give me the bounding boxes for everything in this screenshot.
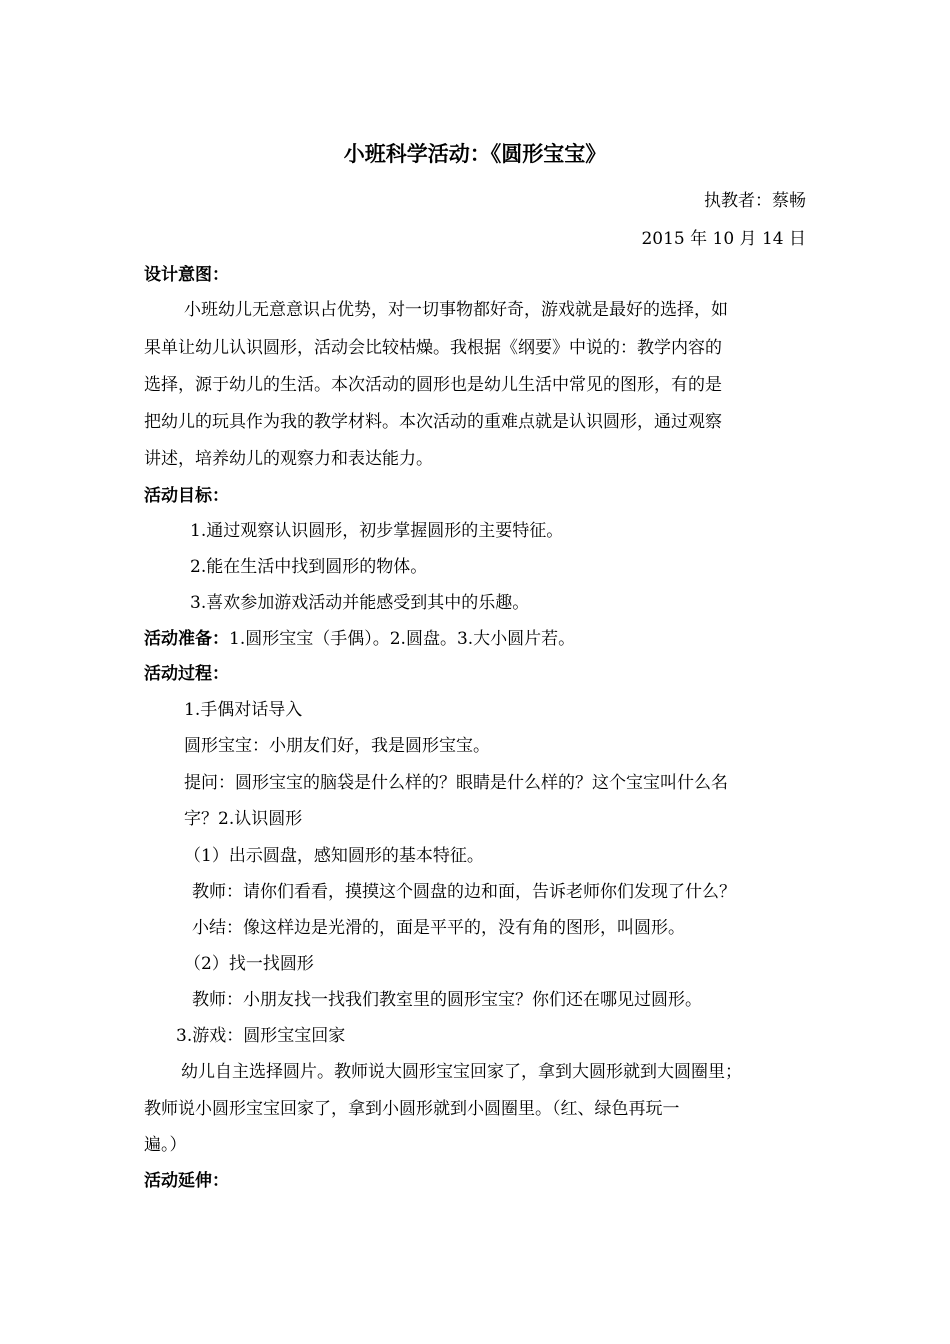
goals-heading: 活动目标： — [144, 486, 229, 506]
process-line-11: 幼儿自主选择圆片。教师说大圆形宝宝回家了，拿到大圆形就到大圆圈里； — [181, 1062, 742, 1082]
extension-heading: 活动延伸： — [144, 1171, 229, 1191]
goal-item-3: 3.喜欢参加游戏活动并能感受到其中的乐趣。 — [190, 593, 530, 613]
process-line-1: 1.手偶对话导入 — [184, 700, 303, 720]
process-heading: 活动过程： — [144, 664, 229, 684]
process-line-12: 教师说小圆形宝宝回家了，拿到小圆形就到小圆圈里。（红、绿色再玩一 — [144, 1099, 680, 1119]
process-line-10: 3.游戏：圆形宝宝回家 — [176, 1026, 346, 1046]
preparation-row — [144, 628, 575, 650]
design-intent-line-1: 小班幼儿无意意识占优势，对一切事物都好奇，游戏就是最好的选择，如 — [184, 300, 728, 320]
preparation-heading: 活动准备： — [144, 629, 229, 649]
document-title: 小班科学活动：《圆形宝宝》 — [343, 141, 607, 166]
process-line-2: 圆形宝宝：小朋友们好，我是圆形宝宝。 — [184, 736, 490, 756]
process-line-7: 小结：像这样边是光滑的，面是平平的，没有角的图形，叫圆形。 — [192, 918, 685, 938]
process-line-5: （1）出示圆盘，感知圆形的基本特征。 — [184, 846, 484, 866]
process-line-6: 教师：请你们看看，摸摸这个圆盘的边和面，告诉老师你们发现了什么？ — [192, 882, 736, 902]
process-line-13: 遍。） — [144, 1135, 187, 1155]
preparation-text: 1.圆形宝宝（手偶）。2.圆盘。3.大小圆片若。 — [229, 629, 576, 649]
design-intent-line-2: 果单让幼儿认识圆形，活动会比较枯燥。我根据《纲要》中说的：教学内容的 — [144, 338, 722, 358]
design-intent-line-5: 讲述，培养幼儿的观察力和表达能力。 — [144, 449, 433, 469]
lesson-date: 2015 年 10 月 14 日 — [641, 229, 806, 249]
process-line-3: 提问：圆形宝宝的脑袋是什么样的？眼睛是什么样的？这个宝宝叫什么名 — [184, 773, 728, 793]
design-intent-line-3: 选择，源于幼儿的生活。本次活动的圆形也是幼儿生活中常见的图形，有的是 — [144, 375, 722, 395]
goal-item-1: 1.通过观察认识圆形，初步掌握圆形的主要特征。 — [190, 521, 564, 541]
teacher-name: 执教者：蔡畅 — [704, 191, 806, 211]
goal-item-2: 2.能在生活中找到圆形的物体。 — [190, 557, 428, 577]
design-intent-heading: 设计意图： — [144, 265, 229, 285]
process-line-8: （2）找一找圆形 — [184, 954, 314, 974]
process-line-9: 教师：小朋友找一找我们教室里的圆形宝宝？你们还在哪见过圆形。 — [192, 990, 702, 1010]
process-line-4: 字？2.认识圆形 — [184, 809, 303, 829]
design-intent-line-4: 把幼儿的玩具作为我的教学材料。本次活动的重难点就是认识圆形，通过观察 — [144, 412, 722, 432]
